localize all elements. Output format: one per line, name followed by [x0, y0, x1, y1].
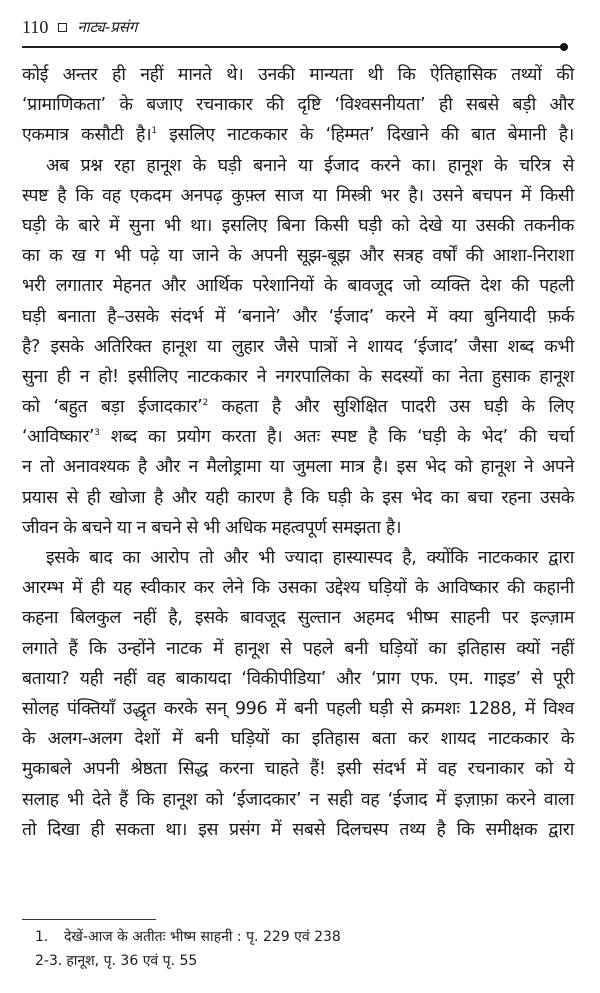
footnote-number: 2-3. — [35, 953, 63, 969]
text-line: का क ख ग भी पढ़े या जाने के अपनी सूझ-बूझ और सत्रह वर्षों की आशा-निराशा — [22, 246, 574, 267]
text-segment: इसलिए नाटककार के ‘हिम्मत’ दिखाने की बात बेमानी है। — [156, 125, 575, 146]
text-line — [22, 392, 574, 422]
text-line: कोई अन्तर ही नहीं मानते थे। उनकी मान्यता थी कि ऐतिहासिक तथ्यों की — [22, 65, 574, 85]
running-head — [22, 16, 137, 38]
text-line: सुना ही न हो! इसीलिए नाटककार ने नगरपालिका के सदस्यों का नेता हुसाक हानूश — [22, 366, 574, 387]
text-line: घड़ी बनाता है–उसके संदर्भ में ‘बनाने’ और ‘ईजाद’ करने में क्या बुनियादी फ़र्क — [22, 306, 574, 327]
paragraph-start-line: अब प्रश्न रहा हानूश के घड़ी बनाने या ईजाद करने का। हानूश के चरित्र से — [46, 155, 574, 176]
text-line: भरी लगातार मेहनत और आर्थिक परेशानियों के बावजूद जो व्यक्ति देश की पहली — [22, 276, 574, 297]
text-line: स्पष्ट है कि वह एकदम अनपढ़ कुफ़्ल साज या मिस्त्री भर है। उसने बचपन में किसी — [22, 185, 574, 206]
header-rule — [22, 46, 564, 48]
text-line: बताया? यही नहीं वह बाकायदा ‘विकीपीडिया’ और ‘प्राग एफ. एम. गाइड’ से पूरी — [22, 668, 574, 689]
text-segment: कहता है और सुशिक्षित पादरी उस घड़ी के लिए — [207, 397, 574, 418]
footnote-text: देखें-आज के अतीतः भीष्म साहनी : पृ. 229 एवं 238 — [64, 929, 341, 945]
footnote-mark: 2 — [202, 398, 208, 409]
footnote-text: हानूश, पृ. 36 एवं पृ. 55 — [66, 953, 198, 969]
footnotes — [22, 925, 574, 973]
footnote-separator-rule — [22, 919, 156, 920]
text-line: के अलग-अलग देशों में बनी घड़ियों का इतिहास बता कर शायद नाटककार के — [22, 729, 574, 750]
footnote-number: 1. — [35, 929, 49, 945]
body-text — [22, 60, 574, 845]
footnote-item — [22, 949, 574, 973]
text-segment: ‘आविष्कार’ — [22, 427, 95, 448]
text-line: न तो अनावश्यक है और न मैलोड्रामा या जुमला मात्र है। इस भेद को हानूश ने अपने — [22, 457, 574, 478]
text-line: है? इसके अतिरिक्त हानूश या लुहार जैसे पात्रों ने शायद ‘ईजाद’ जैसा शब्द कभी — [22, 336, 574, 357]
text-line: लगाते हैं कि उन्होंने नाटक में हानूश से पहले बनी घड़ियों का इतिहास क्यों नहीं — [22, 638, 574, 659]
text-line — [22, 422, 574, 452]
text-line: सोलह पंक्तियाँ उद्धृत करके सन् 996 में बनी पहली घड़ी से क्रमशः 1288, में विश्व — [22, 698, 574, 719]
text-line: ‘प्रामाणिकता’ के बजाए रचनाकार की दृष्टि ‘विश्वसनीयता’ ही सबसे बड़ी और — [22, 95, 574, 116]
square-box-icon — [58, 23, 67, 32]
footnote-mark: 3 — [94, 428, 100, 439]
running-title: नाट्य-प्रसंग — [77, 18, 138, 36]
text-line: कहना बिलकुल नहीं है, इसके बावजूद सुल्तान अहमद भीष्म साहनी पर इल्ज़ाम — [22, 608, 574, 629]
text-segment: शब्द का प्रयोग करता है। अतः स्पष्ट है कि ‘घड़ी के भेद’ की चर्चा — [99, 427, 574, 448]
text-line: सलाह भी देते हैं कि हानूश को ‘ईजादकार’ न सही वह ‘ईजाद में इज़ाफ़ा करने वाला — [22, 789, 574, 810]
footnote-mark: 1 — [151, 126, 157, 137]
text-line: मुकाबले अपनी श्रेष्ठता सिद्ध करना चाहते हैं! इसी संदर्भ में वह रचनाकार को ये — [22, 759, 574, 780]
text-line: घड़ी के बारे में सुना भी था। इसलिए बिना किसी घड़ी को देखे या उसकी तकनीक — [22, 215, 574, 236]
paragraph-end-line: जीवन के बचने या न बचने से भी अधिक महत्वपूर्ण समझता है। — [22, 517, 402, 538]
text-line — [22, 120, 574, 150]
text-segment: को ‘बहुत बड़ा ईजादकार’ — [22, 397, 203, 418]
footnote-item — [22, 925, 574, 949]
text-line: आरम्भ में ही यह स्वीकार कर लेने कि उसका उद्देश्य घड़ियों के आविष्कार की कहानी — [22, 578, 574, 599]
text-segment: एकमात्र कसौटी है। — [22, 125, 152, 146]
text-line: प्रयास से ही खोजा है और यही कारण है कि घड़ी के इस भेद का बचा रहना उसके — [22, 487, 574, 508]
page-number: 110 — [22, 17, 49, 37]
text-line: तो दिखा ही सकता था। इस प्रसंग में सबसे दिलचस्प तथ्य है कि समीक्षक द्वारा — [22, 819, 574, 840]
header-rule-dot — [560, 43, 568, 51]
paragraph-start-line: इसके बाद का आरोप तो और भी ज्यादा हास्यास्पद है, क्योंकि नाटककार द्वारा — [46, 548, 574, 568]
